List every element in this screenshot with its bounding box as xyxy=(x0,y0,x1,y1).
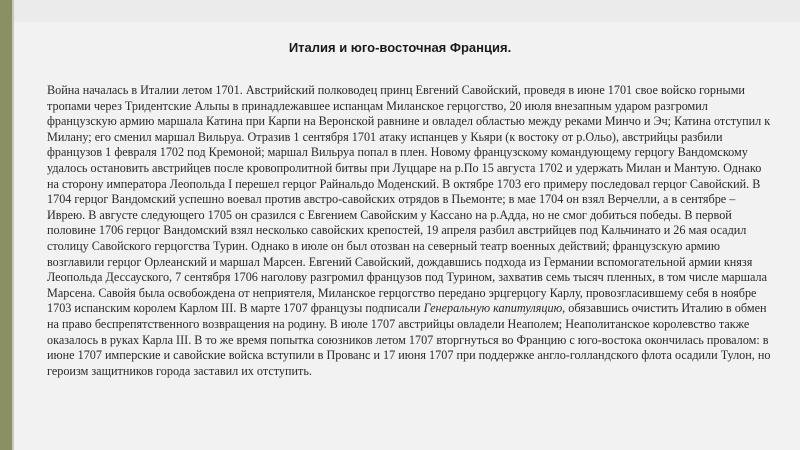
body-text-part-2: , обязавшись очистить Италию в обмен на право беспрепятственного возвращения на родину. В июле 1707 австрийцы овладели Неаполем; Неаполитанское королевство также оказалось в руках Карла III. В то же время попытка союзников летом 1707 вторгнуться во Францию с юго-востока окончилась провалом: в июне 1707 имперские и савойские войска вступили в Прованс и 17 июня 1707 при поддержке англо-голландского флота осадили Тулон, но героизм защитников города заставил их отступить. xyxy=(47,301,771,378)
left-accent-stripe xyxy=(12,0,14,450)
body-paragraph xyxy=(47,83,772,379)
slide-title: Италия и юго-восточная Франция. xyxy=(288,40,512,55)
body-text-italic-term: Генеральную капитуляцию xyxy=(423,301,563,316)
top-header-band xyxy=(14,0,800,22)
body-text-part-1: Война началась в Италии летом 1701. Австрийский полководец принц Евгений Савойский, проведя в июне 1701 свое войско горными тропами через Тридентские Альпы в принадлежавшее испанцам Миланское герцогство, 20 июля внезапным ударом разгромил французскую армию маршала Катина при Карпи на Веронской равнине и овладел областью между реками Минчо и Эч; Катина отступил к Милану; его сменил маршал Вильруа. Отразив 1 сентября 1701 атаку испанцев у Кьяри (к востоку от р.Ольо), австрийцы разбили французов 1 февраля 1702 под Кремоной; маршал Вильруа попал в плен. Новому французскому командующему герцогу Вандомскому удалось остановить австрийцев после кровопролитной битвы при Луццаре на р.По 15 августа 1702 и удержать Милан и Мантую. Однако на сторону императора Леопольда I перешел герцог Райнальдо Моденский. В октябре 1703 его примеру последовал герцог Савойский. В 1704 герцог Вандомский успешно воевал против австро-савойских отрядов в Пьемонте; в мае 1704 он взял Верчелли, а в сентябре – Иврею. В августе следующего 1705 он сразился с Евгением Савойским у Кассано на р.Адда, но не смог добиться победы. В первой половине 1706 герцог Вандомский взял несколько савойских крепостей, 19 апреля разбил австрийцев под Кальчинато и 26 мая осадил столицу Савойского герцогства Турин. Однако в июле он был отозван на северный театр военных действий; французскую армию возглавили герцог Орлеанский и маршал Марсен. Евгений Савойский, дождавшись подхода из Германии вспомогательной армии князя Леопольда Дессауского, 7 сентября 1706 наголову разгромил французов под Турином, захватив семь тысяч пленных, в том числе маршала Марсена. Савойя была освобождена от неприятеля, Миланское герцогство передано эрцгерцогу Карлу, провозгласившему себя в ноябре 1703 испанским королем Карлом III. В марте 1707 французы подписали xyxy=(47,83,771,316)
left-accent-band xyxy=(0,0,12,450)
